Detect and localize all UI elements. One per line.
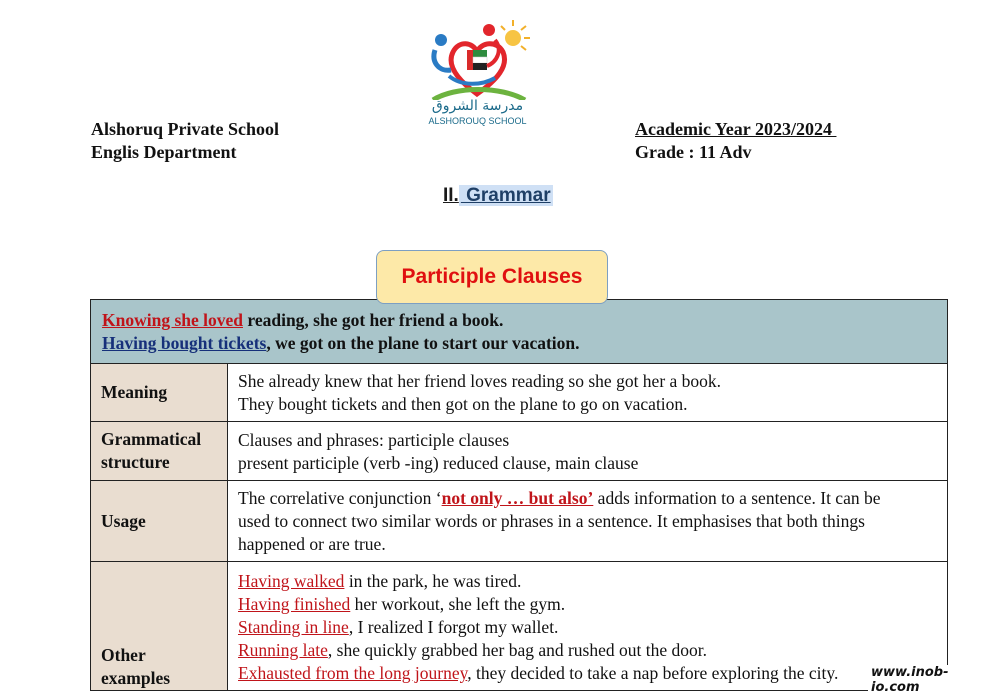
example-2-phrase: Having bought tickets bbox=[102, 333, 267, 353]
structure-line-2: present participle (verb -ing) reduced clause, main clause bbox=[238, 452, 639, 473]
example-rest: , they decided to take a nap before exploring the city. bbox=[467, 663, 839, 683]
other-examples-row bbox=[91, 562, 948, 691]
list-item bbox=[238, 570, 937, 593]
example-phrase: Running late bbox=[238, 640, 328, 660]
example-phrase: Exhausted from the long journey bbox=[238, 663, 468, 683]
other-label-line-1: Other bbox=[101, 645, 146, 665]
academic-year: Academic Year 2023/2024 bbox=[635, 119, 837, 139]
school-logo bbox=[425, 20, 530, 128]
other-examples-text bbox=[228, 562, 948, 691]
grade: Grade : 11 Adv bbox=[635, 142, 752, 162]
logo-english-text: ALSHOROUQ SCHOOL bbox=[428, 116, 527, 126]
meaning-line-2: They bought tickets and then got on the plane to go on vacation. bbox=[238, 394, 688, 414]
structure-label-line-2: structure bbox=[101, 452, 170, 472]
example-line-1 bbox=[102, 309, 936, 332]
structure-label bbox=[91, 422, 228, 481]
other-label-line-2: examples bbox=[101, 668, 171, 688]
school-name: Alshoruq Private School bbox=[91, 119, 280, 139]
header-right bbox=[635, 118, 836, 164]
section-heading: Grammar bbox=[460, 185, 551, 206]
example-rest: , I realized I forgot my wallet. bbox=[348, 617, 559, 637]
meaning-line-1: She already knew that her friend loves reading so she got her a book. bbox=[238, 371, 722, 391]
list-item bbox=[238, 616, 937, 639]
examples-cell bbox=[91, 300, 948, 364]
usage-text bbox=[228, 481, 948, 562]
structure-row bbox=[91, 422, 948, 481]
example-phrase: Having finished bbox=[238, 594, 351, 614]
other-examples-label bbox=[91, 562, 228, 691]
logo-arabic-text: مدرسة الشروق bbox=[431, 98, 524, 114]
usage-row bbox=[91, 481, 948, 562]
section-number: II. bbox=[443, 185, 459, 206]
participle-clauses-title-box: Participle Clauses bbox=[376, 250, 608, 304]
structure-line-1: Clauses and phrases: participle clauses bbox=[238, 429, 510, 450]
example-phrase: Having walked bbox=[238, 571, 345, 591]
usage-highlight: not only … but also’ bbox=[441, 488, 594, 508]
usage-text-before: The correlative conjunction ‘ bbox=[238, 488, 442, 508]
example-2-rest: , we got on the plane to start our vacation. bbox=[266, 333, 580, 353]
example-1-phrase: Knowing she loved bbox=[102, 310, 243, 330]
meaning-label: Meaning bbox=[91, 364, 228, 422]
example-rest: her workout, she left the gym. bbox=[350, 594, 566, 614]
header-left bbox=[91, 118, 279, 164]
meaning-text bbox=[228, 364, 948, 422]
grammar-table bbox=[90, 299, 948, 691]
example-rest: in the park, he was tired. bbox=[344, 571, 522, 591]
examples-row bbox=[91, 300, 948, 364]
usage-text-after: adds information to a sentence. It can be used to connect two similar words or phrases in a sentence. It emphasises that both things happened or are true. bbox=[238, 488, 881, 554]
example-rest: , she quickly grabbed her bag and rushed out the door. bbox=[327, 640, 707, 660]
section-title bbox=[443, 185, 553, 207]
usage-label: Usage bbox=[91, 481, 228, 562]
structure-text bbox=[228, 422, 948, 481]
example-1-rest: reading, she got her friend a book. bbox=[243, 310, 504, 330]
list-item bbox=[238, 593, 937, 616]
department-name: Englis Department bbox=[91, 142, 237, 162]
list-item bbox=[238, 639, 937, 662]
logo-emblem-icon bbox=[425, 20, 530, 100]
example-phrase: Standing in line bbox=[238, 617, 349, 637]
structure-label-line-1: Grammatical bbox=[101, 429, 202, 449]
meaning-row bbox=[91, 364, 948, 422]
watermark: www.inob-io.com bbox=[868, 665, 997, 695]
example-line-2 bbox=[102, 332, 936, 355]
